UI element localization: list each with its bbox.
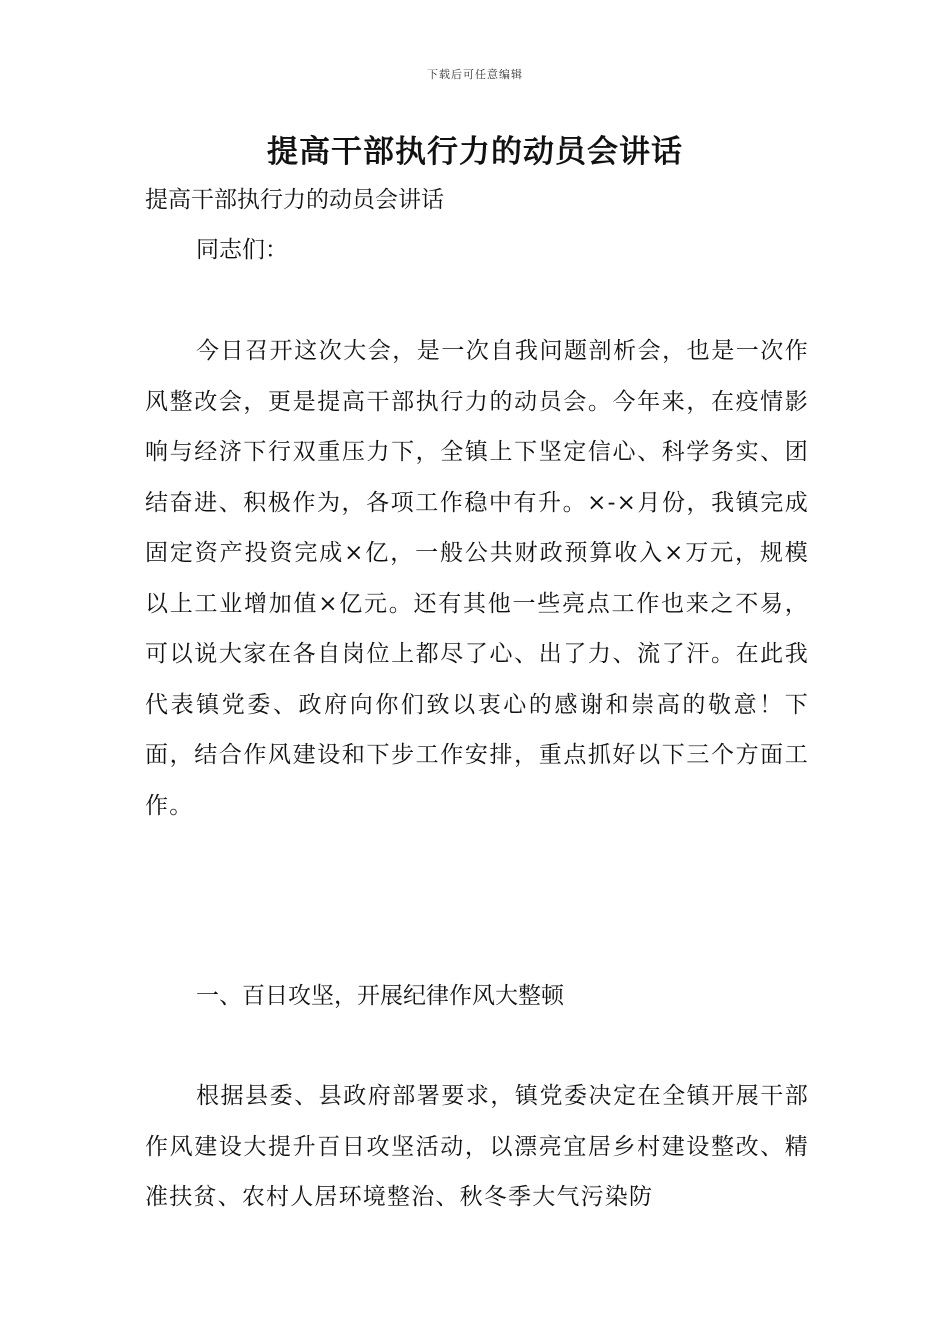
paragraph-opening: 今日召开这次大会，是一次自我问题剖析会，也是一次作风整改会，更是提高干部执行力的动员会。今年来，在疫情影响与经济下行双重压力下，全镇上下坚定信心、科学务实、团结奋进、积极作为，各项工作稳中有升。×-×月份，我镇完成固定资产投资完成×亿，一般公共财政预算收入×万元，规模以上工业增加值×亿元。还有其他一些亮点工作也来之不易，可以说大家在各自岗位上都尽了心、出了力、流了汗。在此我代表镇党委、政府向你们致以衷心的感谢和崇高的敬意！下面，结合作风建设和下步工作安排，重点抓好以下三个方面工作。 [145, 338, 809, 819]
paragraph-section-1: 根据县委、县政府部署要求，镇党委决定在全镇开展干部作风建设大提升百日攻坚活动，以漂亮宜居乡村建设整改、精准扶贫、农村人居环境整治、秋冬季大气污染防 [145, 1083, 809, 1210]
header-note: 下载后可任意编辑 [427, 68, 523, 81]
salutation: 同志们： [196, 237, 288, 263]
document-title: 提高干部执行力的动员会讲话 [267, 134, 683, 170]
section-heading-1: 一、百日攻坚，开展纪律作风大整顿 [196, 983, 564, 1009]
document-subtitle: 提高干部执行力的动员会讲话 [145, 187, 444, 213]
